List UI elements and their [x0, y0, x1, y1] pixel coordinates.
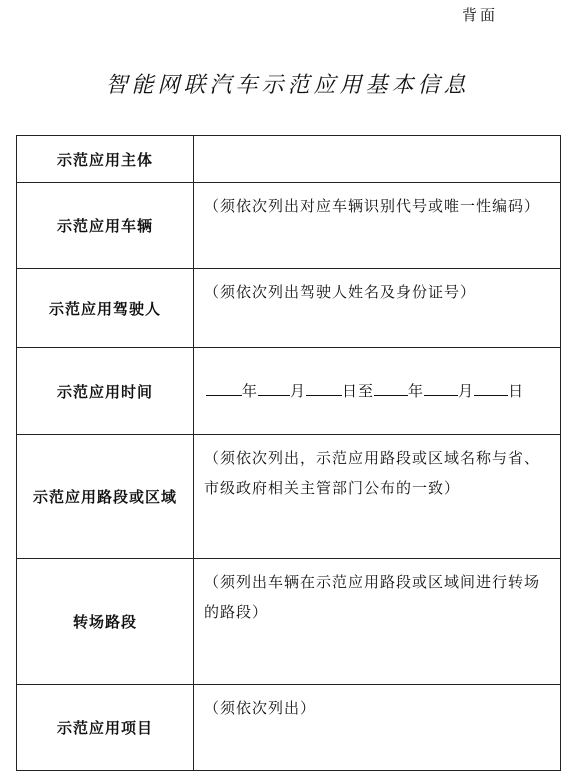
- blank-end-year[interactable]: [374, 379, 408, 396]
- year-char: 年: [242, 382, 259, 400]
- blank-end-month[interactable]: [424, 379, 458, 396]
- value-subject[interactable]: [194, 136, 561, 183]
- value-area[interactable]: （须依次列出，示范应用路段或区域名称与省、市级政府相关主管部门公布的一致）: [194, 435, 561, 559]
- table-row-project: [17, 685, 561, 771]
- table-row-driver: [17, 269, 561, 348]
- label-area: 示范应用路段或区域: [17, 435, 194, 559]
- table-row-time: [17, 348, 561, 435]
- label-transfer: 转场路段: [17, 559, 194, 685]
- month-char-end: 月: [458, 382, 475, 400]
- blank-end-day[interactable]: [474, 379, 508, 396]
- blank-start-year[interactable]: [206, 379, 242, 396]
- info-table: [16, 135, 561, 771]
- value-transfer[interactable]: （须列出车辆在示范应用路段或区域间进行转场的路段）: [194, 559, 561, 685]
- document-title: 智能网联汽车示范应用基本信息: [105, 73, 470, 98]
- label-time: 示范应用时间: [17, 348, 194, 435]
- blank-start-day[interactable]: [306, 379, 342, 396]
- date-range: [200, 376, 554, 406]
- table-row-vehicle: [17, 183, 561, 269]
- year-char-end: 年: [408, 382, 425, 400]
- value-time[interactable]: [194, 348, 561, 435]
- label-vehicle: 示范应用车辆: [17, 183, 194, 269]
- value-vehicle[interactable]: （须依次列出对应车辆识别代号或唯一性编码）: [194, 183, 561, 269]
- label-project: 示范应用项目: [17, 685, 194, 771]
- day-to-char: 日至: [342, 382, 375, 400]
- value-driver[interactable]: （须依次列出驾驶人姓名及身份证号）: [194, 269, 561, 348]
- month-char: 月: [290, 382, 307, 400]
- page-side-label: 背面: [462, 6, 499, 24]
- label-driver: 示范应用驾驶人: [17, 269, 194, 348]
- day-char-end: 日: [508, 382, 525, 400]
- blank-start-month[interactable]: [258, 379, 290, 396]
- table-row-area: [17, 435, 561, 559]
- value-project[interactable]: （须依次列出）: [194, 685, 561, 771]
- label-subject: 示范应用主体: [17, 136, 194, 183]
- table-row-subject: [17, 136, 561, 183]
- table-row-transfer: [17, 559, 561, 685]
